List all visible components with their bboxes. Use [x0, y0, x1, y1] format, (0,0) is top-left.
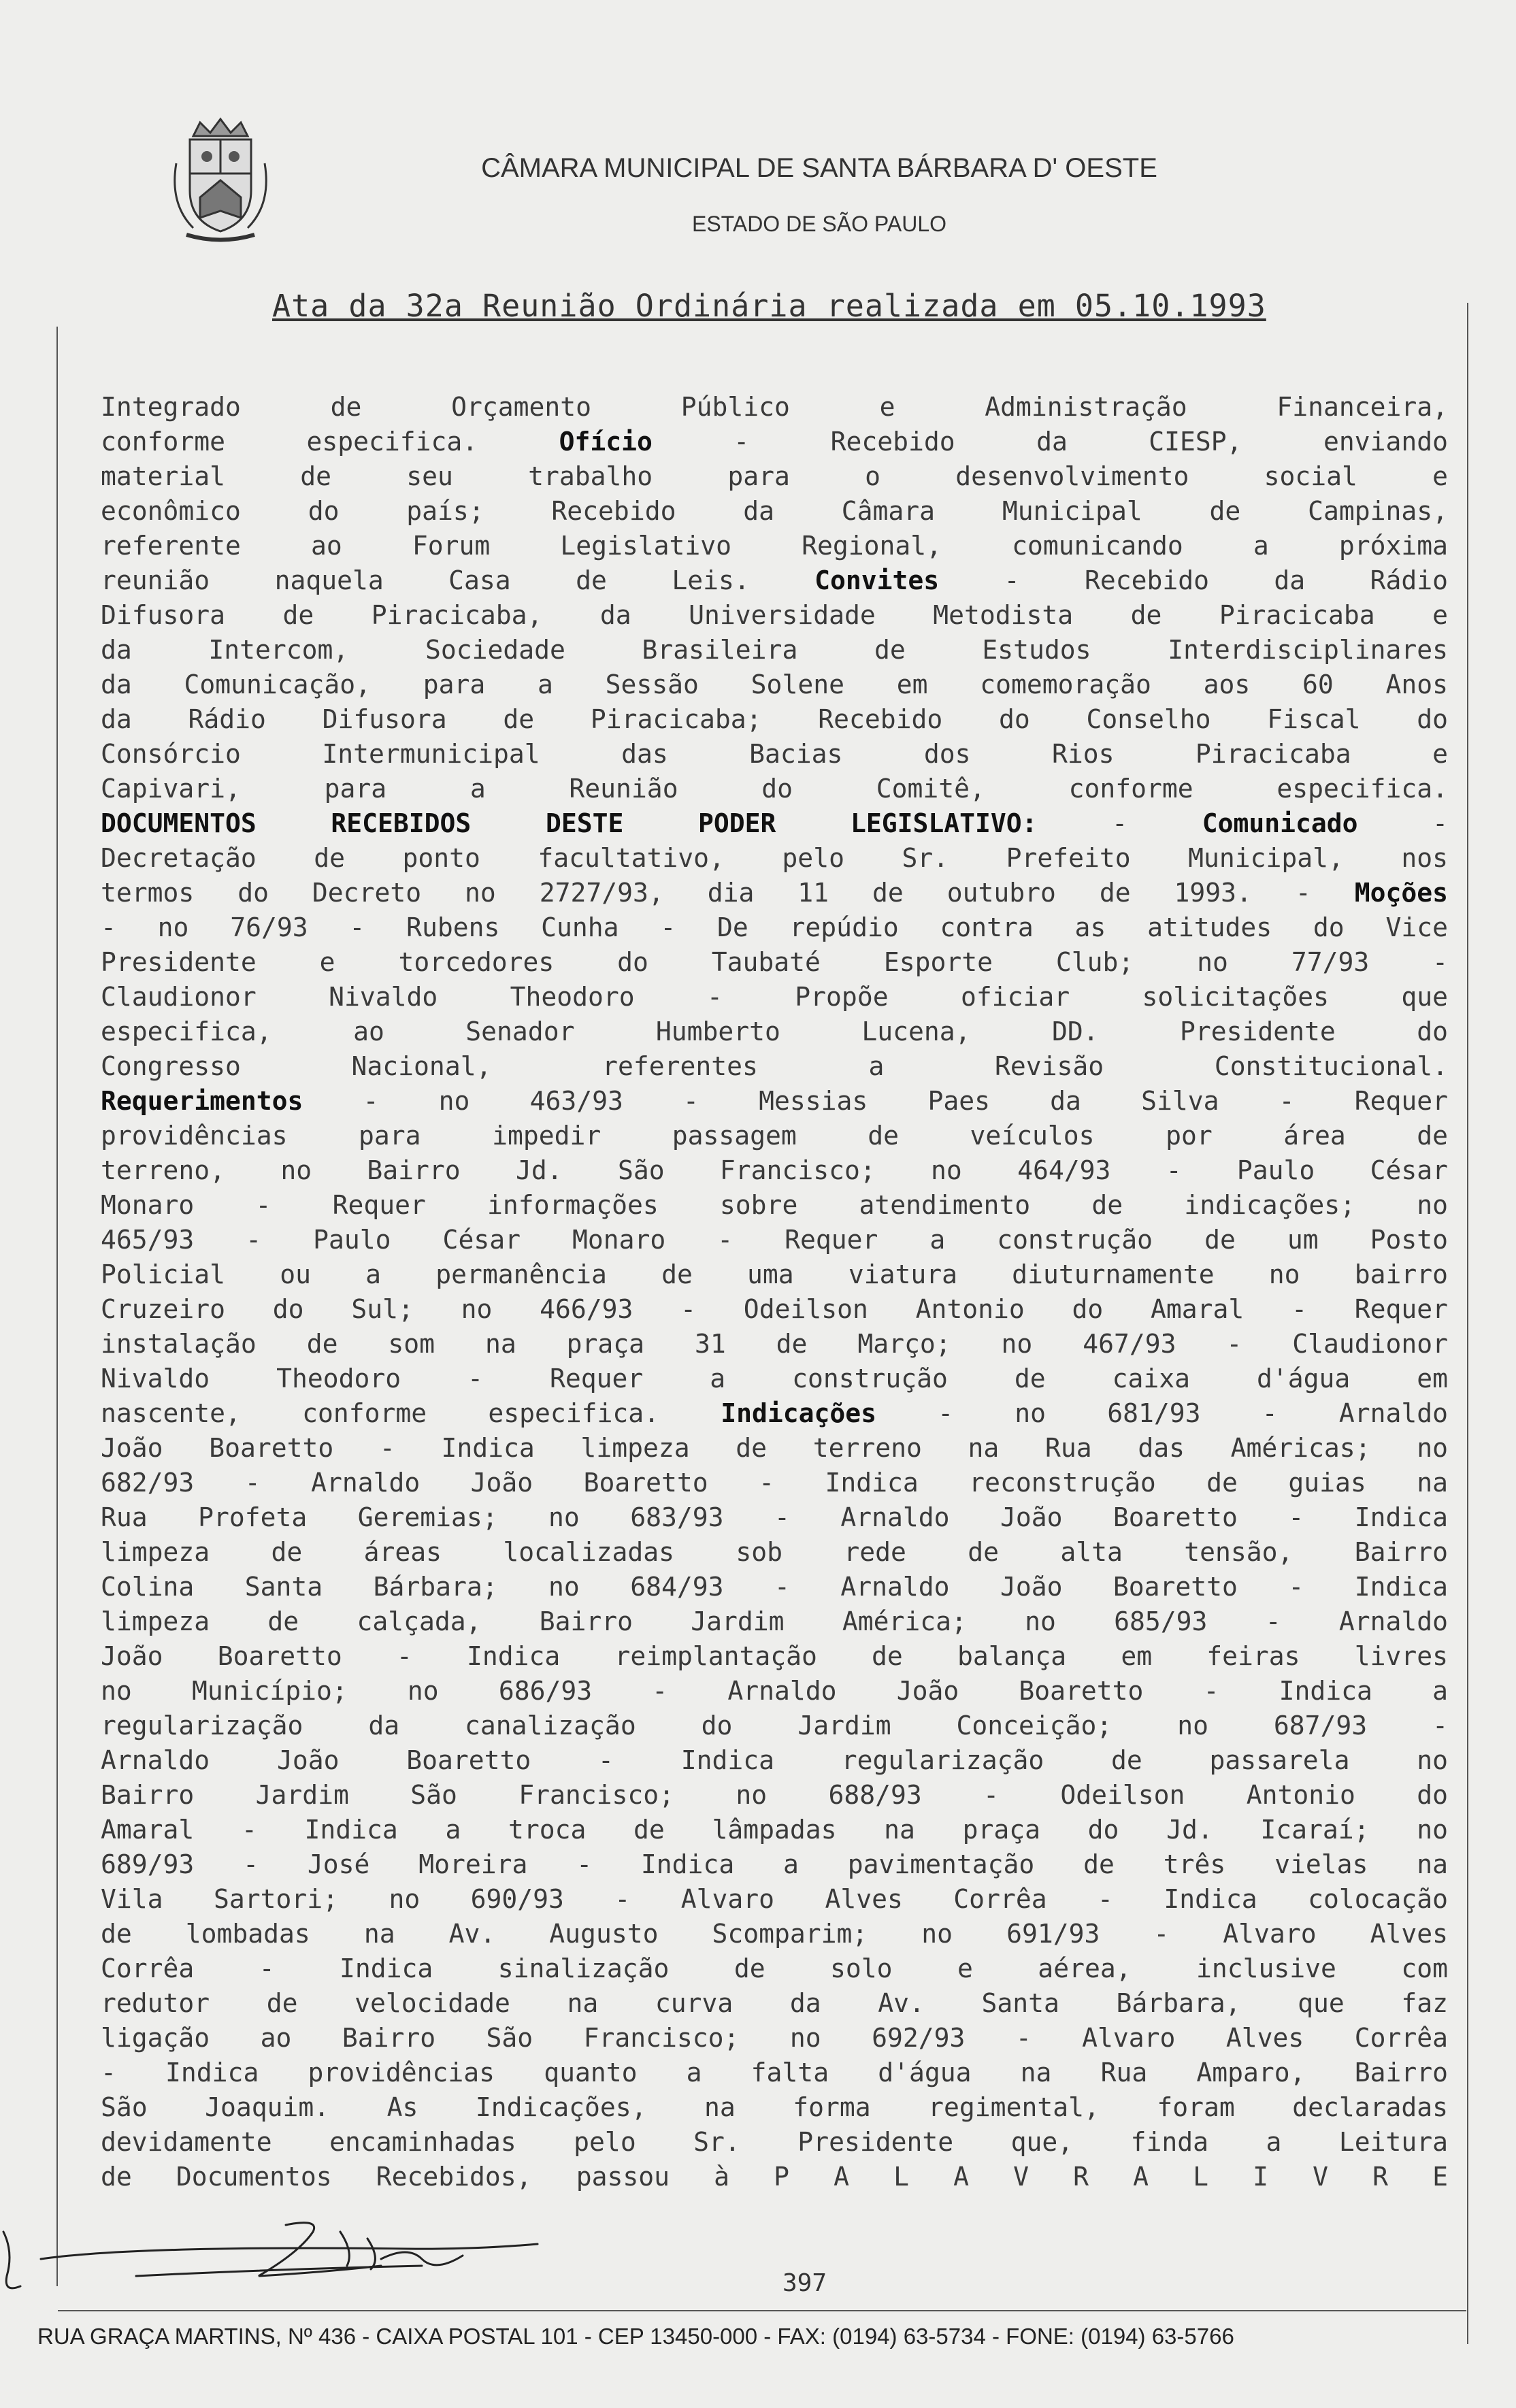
text-line: - no 76/93 - Rubens Cunha - De repúdio contra as atitudes do Vice [101, 912, 1448, 942]
section-heading: Ofício [559, 427, 653, 457]
text-line: limpeza de calçada, Bairro Jardim América; no 685/93 - Arnaldo [101, 1606, 1448, 1636]
text-line: João Boaretto - Indica limpeza de terreno na Rua das Américas; no [101, 1433, 1448, 1463]
text-line: regularização da canalização do Jardim Conceição; no 687/93 - [101, 1711, 1448, 1741]
text-line: da Comunicação, para a Sessão Solene em comemoração aos 60 Anos [101, 670, 1448, 699]
text-line: Integrado de Orçamento Público e Administração Financeira, [101, 392, 1448, 422]
text-line: Cruzeiro do Sul; no 466/93 - Odeilson Antonio do Amaral - Requer [101, 1294, 1448, 1324]
text-line: termos do Decreto no 2727/93, dia 11 de outubro de 1993. - Moções [101, 878, 1448, 908]
text-line: Capivari, para a Reunião do Comitê, conforme especifica. [101, 774, 1448, 804]
text-line: 689/93 - José Moreira - Indica a pavimentação de três vielas na [101, 1849, 1448, 1879]
text-line: Requerimentos - no 463/93 - Messias Paes da Silva - Requer [101, 1086, 1448, 1116]
text-line: referente ao Forum Legislativo Regional, comunicando a próxima [101, 531, 1448, 561]
text-line: Claudionor Nivaldo Theodoro - Propõe oficiar solicitações que [101, 982, 1448, 1012]
text-line: ligação ao Bairro São Francisco; no 692/93 - Alvaro Alves Corrêa [101, 2023, 1448, 2053]
text-line: Congresso Nacional, referentes a Revisão Constitucional. [101, 1051, 1448, 1081]
section-heading: Indicações [721, 1398, 876, 1428]
text-line: de Documentos Recebidos, passou à P A L A V R A L I V R E [101, 2162, 1448, 2192]
section-heading: Comunicado [1202, 808, 1358, 838]
text-line: Nivaldo Theodoro - Requer a construção de caixa d'água em [101, 1364, 1448, 1393]
text-line: 465/93 - Paulo César Monaro - Requer a construção de um Posto [101, 1225, 1448, 1255]
text-line: Corrêa - Indica sinalização de solo e aérea, inclusive com [101, 1953, 1448, 1983]
section-heading: Requerimentos [101, 1086, 303, 1116]
section-heading: Moções [1354, 878, 1448, 908]
text-line: especifica, ao Senador Humberto Lucena, DD. Presidente do [101, 1017, 1448, 1046]
left-margin-rule [56, 327, 58, 2286]
text-line: Presidente e torcedores do Taubaté Esporte Club; no 77/93 - [101, 947, 1448, 977]
text-line: limpeza de áreas localizadas sob rede de alta tensão, Bairro [101, 1537, 1448, 1567]
text-line: Vila Sartori; no 690/93 - Alvaro Alves Corrêa - Indica colocação [101, 1884, 1448, 1914]
text-line: econômico do país; Recebido da Câmara Municipal de Campinas, [101, 496, 1448, 526]
text-line: conforme especifica. Ofício - Recebido da CIESP, enviando [101, 427, 1448, 457]
footer-rule [58, 2310, 1466, 2311]
text-line: Decretação de ponto facultativo, pelo Sr. Prefeito Municipal, nos [101, 843, 1448, 873]
text-line: Amaral - Indica a troca de lâmpadas na praça do Jd. Icaraí; no [101, 1815, 1448, 1845]
text-line: Difusora de Piracicaba, da Universidade Metodista de Piracicaba e [101, 600, 1448, 630]
text-line: reunião naquela Casa de Leis. Convites - Recebido da Rádio [101, 565, 1448, 595]
institution-name: CÂMARA MUNICIPAL DE SANTA BÁRBARA D' OESTE [481, 153, 1157, 183]
page-number: 397 [782, 2269, 827, 2297]
text-line: da Intercom, Sociedade Brasileira de Estudos Interdisciplinares [101, 635, 1448, 665]
text-line: material de seu trabalho para o desenvolvimento social e [101, 461, 1448, 491]
state-name: ESTADO DE SÃO PAULO [691, 212, 946, 236]
text-line: Bairro Jardim São Francisco; no 688/93 - Odeilson Antonio do [101, 1780, 1448, 1810]
text-line: Rua Profeta Geremias; no 683/93 - Arnaldo João Boaretto - Indica [101, 1502, 1448, 1532]
text-line: nascente, conforme especifica. Indicações - no 681/93 - Arnaldo [101, 1398, 1448, 1428]
text-line: de lombadas na Av. Augusto Scomparim; no 691/93 - Alvaro Alves [101, 1919, 1448, 1949]
text-line: 682/93 - Arnaldo João Boaretto - Indica reconstrução de guias na [101, 1468, 1448, 1498]
text-line: Consórcio Intermunicipal das Bacias dos Rios Piracicaba e [101, 739, 1448, 769]
minutes-title: Ata da 32a Reunião Ordinária realizada em 05.10.1993 [272, 288, 1266, 324]
text-line: redutor de velocidade na curva da Av. Santa Bárbara, que faz [101, 1988, 1448, 2018]
text-line: Arnaldo João Boaretto - Indica regularização de passarela no [101, 1745, 1448, 1775]
text-line: devidamente encaminhadas pelo Sr. Presidente que, finda a Leitura [101, 2127, 1448, 2157]
section-heading: DOCUMENTOS RECEBIDOS DESTE PODER LEGISLATIVO: [101, 808, 1038, 838]
text-line: da Rádio Difusora de Piracicaba; Recebido do Conselho Fiscal do [101, 704, 1448, 734]
handwritten-signature [0, 2211, 558, 2307]
text-line: São Joaquim. As Indicações, na forma regimental, foram declaradas [101, 2092, 1448, 2122]
text-line: no Município; no 686/93 - Arnaldo João Boaretto - Indica a [101, 1676, 1448, 1706]
text-line: Colina Santa Bárbara; no 684/93 - Arnaldo João Boaretto - Indica [101, 1572, 1448, 1602]
text-line: Policial ou a permanência de uma viatura diuturnamente no bairro [101, 1259, 1448, 1289]
minutes-body [101, 390, 1448, 2194]
footer-address: RUA GRAÇA MARTINS, Nº 436 - CAIXA POSTAL 101 - CEP 13450-000 - FAX: (0194) 63-5734 - FONE: (0194) 63-5766 [37, 2324, 1234, 2349]
text-line: terreno, no Bairro Jd. São Francisco; no 464/93 - Paulo César [101, 1155, 1448, 1185]
text-line: Monaro - Requer informações sobre atendimento de indicações; no [101, 1190, 1448, 1220]
right-margin-rule [1467, 303, 1468, 2344]
section-heading: Convites [814, 565, 940, 595]
text-line: João Boaretto - Indica reimplantação de balança em feiras livres [101, 1641, 1448, 1671]
text-line: instalação de som na praça 31 de Março; no 467/93 - Claudionor [101, 1329, 1448, 1359]
text-line: - Indica providências quanto a falta d'água na Rua Amparo, Bairro [101, 2058, 1448, 2088]
text-line: providências para impedir passagem de veículos por área de [101, 1121, 1448, 1151]
text-line: DOCUMENTOS RECEBIDOS DESTE PODER LEGISLATIVO: - Comunicado - [101, 808, 1448, 838]
